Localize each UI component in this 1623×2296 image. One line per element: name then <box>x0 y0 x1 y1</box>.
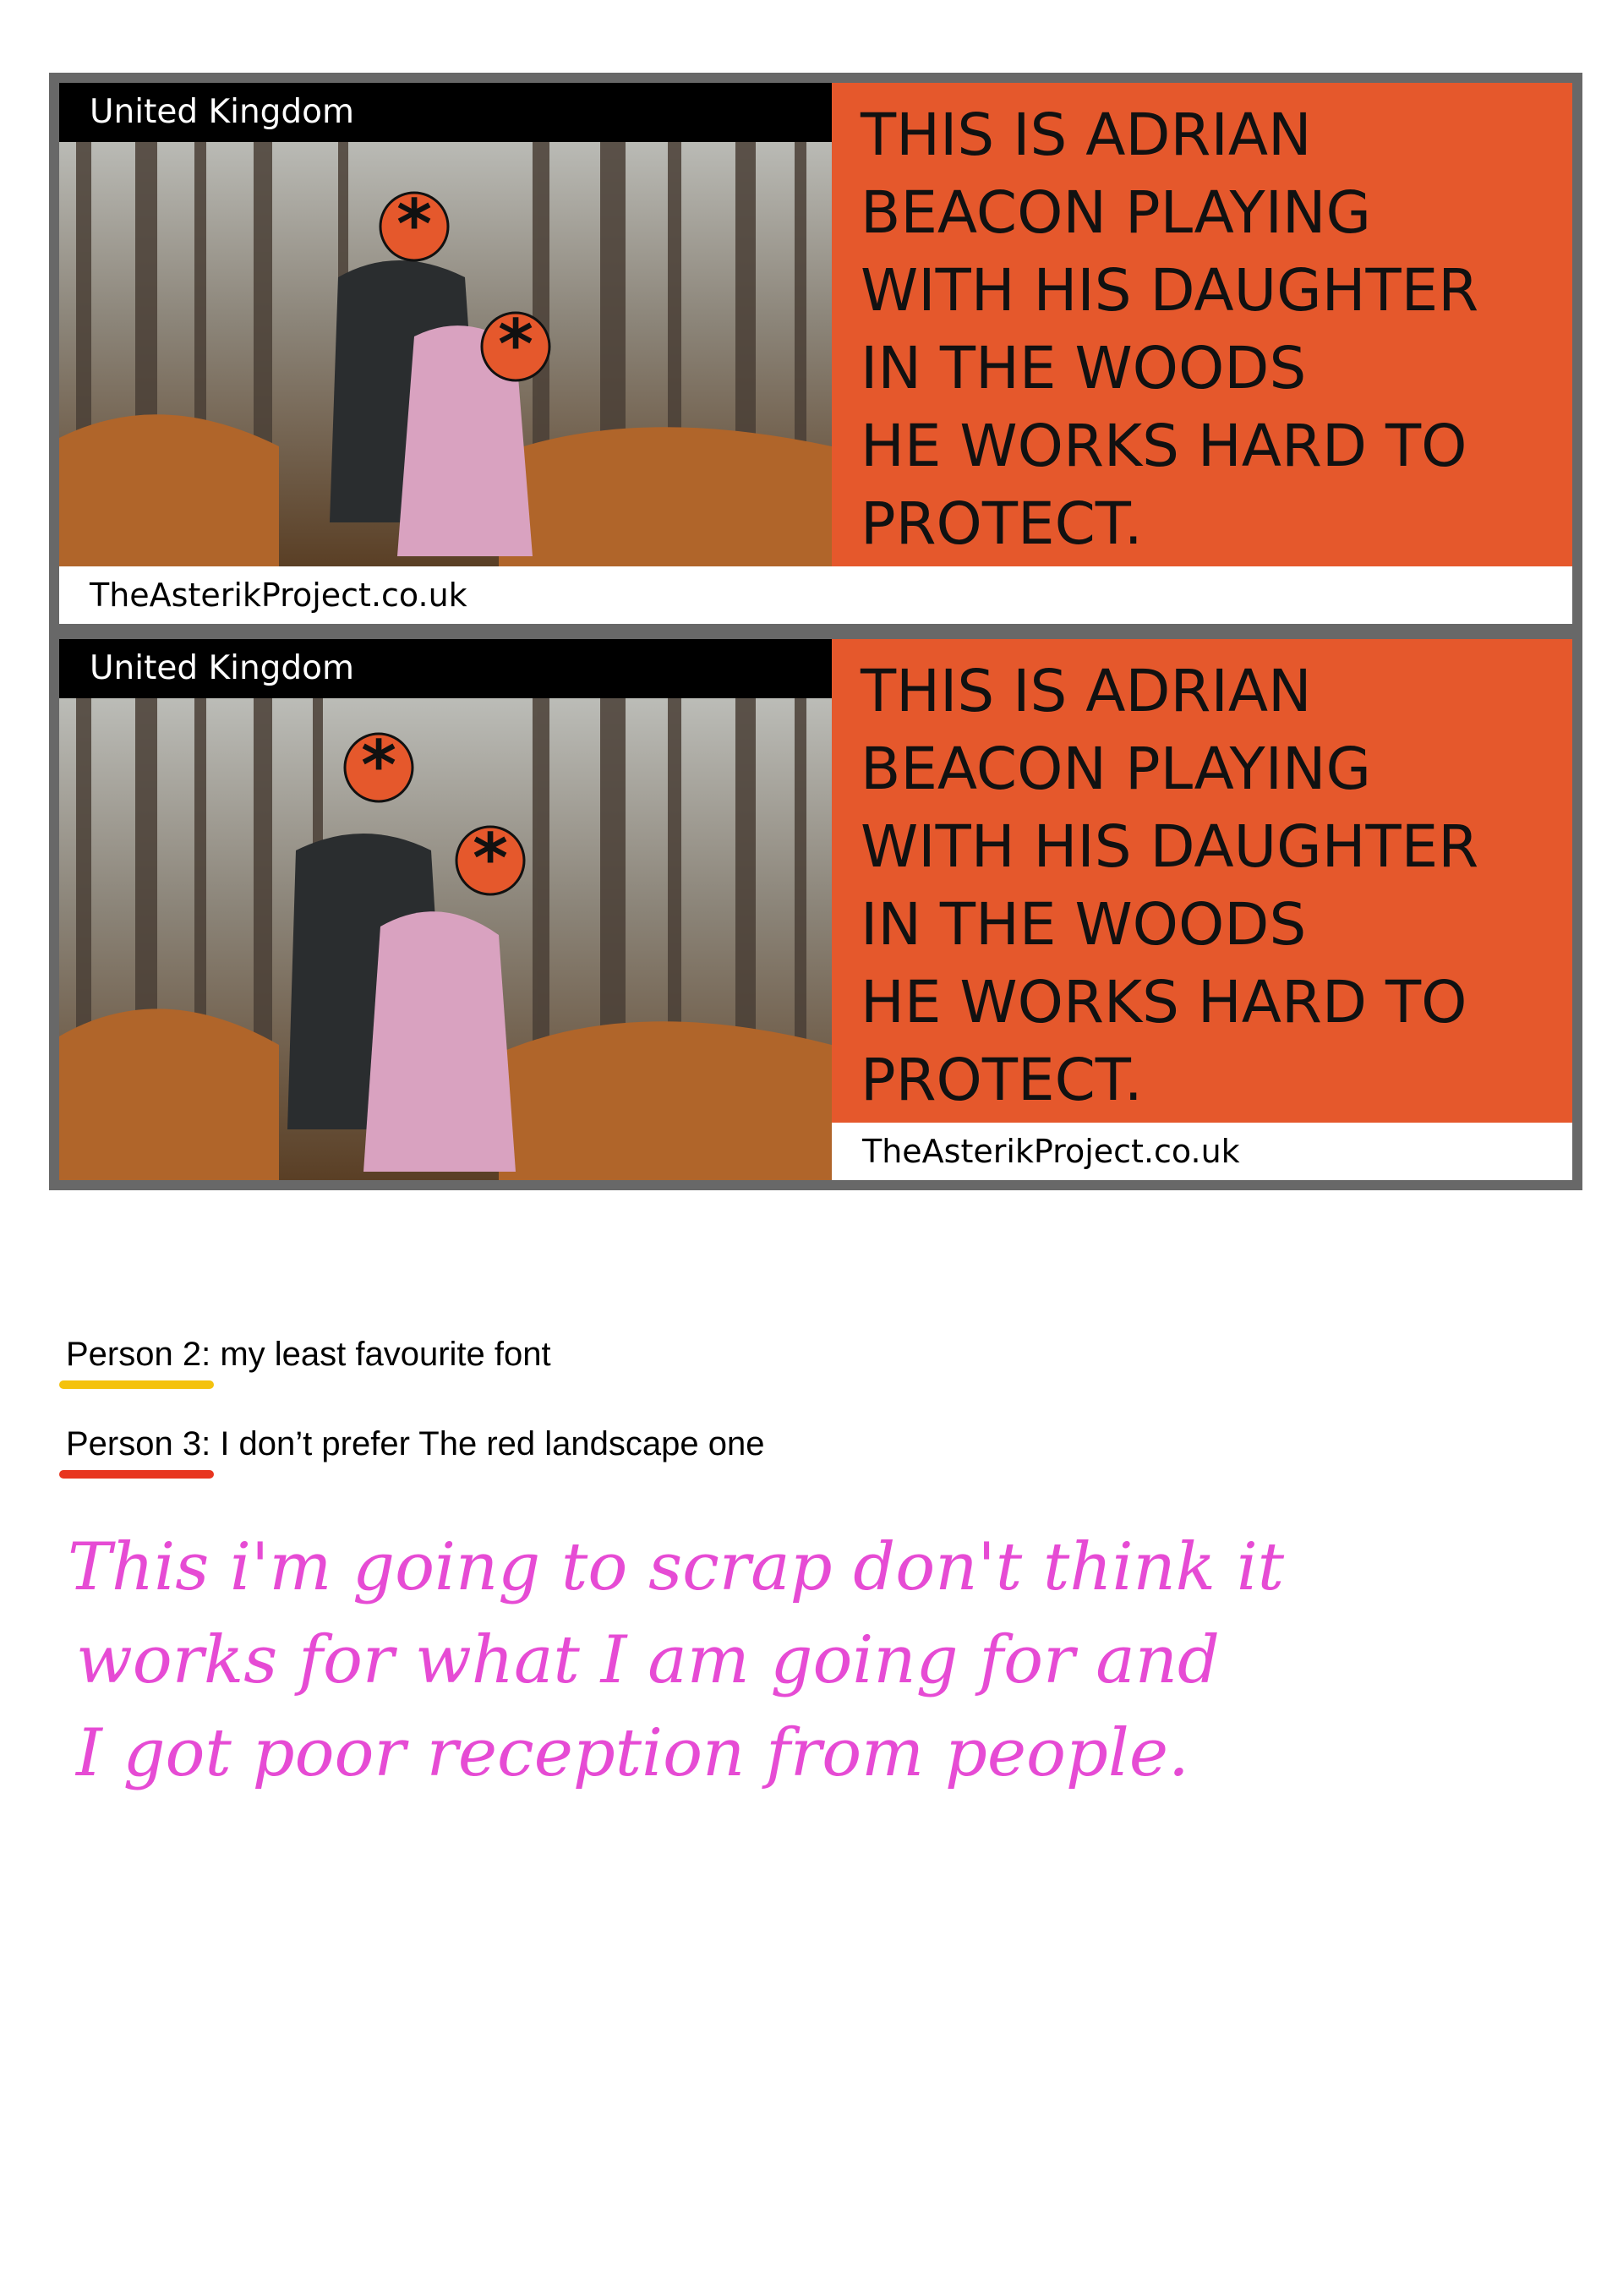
headline-line: BEACON PLAYING <box>861 735 1372 803</box>
headline-panel <box>832 639 1572 1180</box>
website-url: TheAsterikProject.co.uk <box>832 1123 1572 1180</box>
woods-photo <box>59 639 832 1180</box>
headline-line: THIS IS ADRIAN <box>861 658 1312 725</box>
person-label <box>66 1336 210 1374</box>
handwritten-line: This i'm going to scrap don't think it <box>68 1529 1285 1605</box>
highlight-underline <box>59 1470 214 1479</box>
banner-variant-1 <box>59 83 1572 624</box>
svg-text:*: * <box>498 305 533 384</box>
handwritten-note <box>0 1488 1623 1843</box>
person-name: Person 2: <box>66 1336 211 1373</box>
svg-text:*: * <box>396 185 432 264</box>
handwritten-line: I got poor reception from people. <box>76 1715 1189 1791</box>
comment-text: I don’t prefer The red landscape one <box>210 1425 765 1462</box>
website-url: TheAsterikProject.co.uk <box>59 566 1572 624</box>
headline <box>861 96 1559 563</box>
svg-text:*: * <box>361 726 396 805</box>
person-name: Person 3: <box>66 1425 211 1462</box>
feedback-comment <box>66 1336 551 1374</box>
country-label: United Kingdom <box>59 83 832 142</box>
banner-variant-2 <box>59 639 1572 1180</box>
headline-line: HE WORKS HARD TO <box>861 969 1467 1036</box>
banner-comparison-frame <box>49 73 1582 1190</box>
svg-text:*: * <box>473 819 508 898</box>
headline-line: PROTECT. <box>861 490 1143 558</box>
headline-line: IN THE WOODS <box>861 335 1307 402</box>
headline-line: THIS IS ADRIAN <box>861 101 1312 169</box>
headline-line: WITH HIS DAUGHTER <box>861 813 1479 881</box>
headline-line: IN THE WOODS <box>861 891 1307 959</box>
woods-photo <box>59 83 832 566</box>
headline <box>861 653 1559 1119</box>
headline-panel <box>832 83 1572 566</box>
country-label: United Kingdom <box>59 639 832 698</box>
feedback-comment <box>66 1425 764 1463</box>
handwritten-line: works for what I am going for and <box>76 1622 1220 1698</box>
highlight-underline <box>59 1380 214 1389</box>
headline-line: PROTECT. <box>861 1047 1143 1114</box>
headline-line: HE WORKS HARD TO <box>861 413 1467 480</box>
headline-line: BEACON PLAYING <box>861 179 1372 247</box>
headline-line: WITH HIS DAUGHTER <box>861 257 1479 325</box>
person-label <box>66 1425 210 1463</box>
comment-text: my least favourite font <box>210 1336 551 1373</box>
